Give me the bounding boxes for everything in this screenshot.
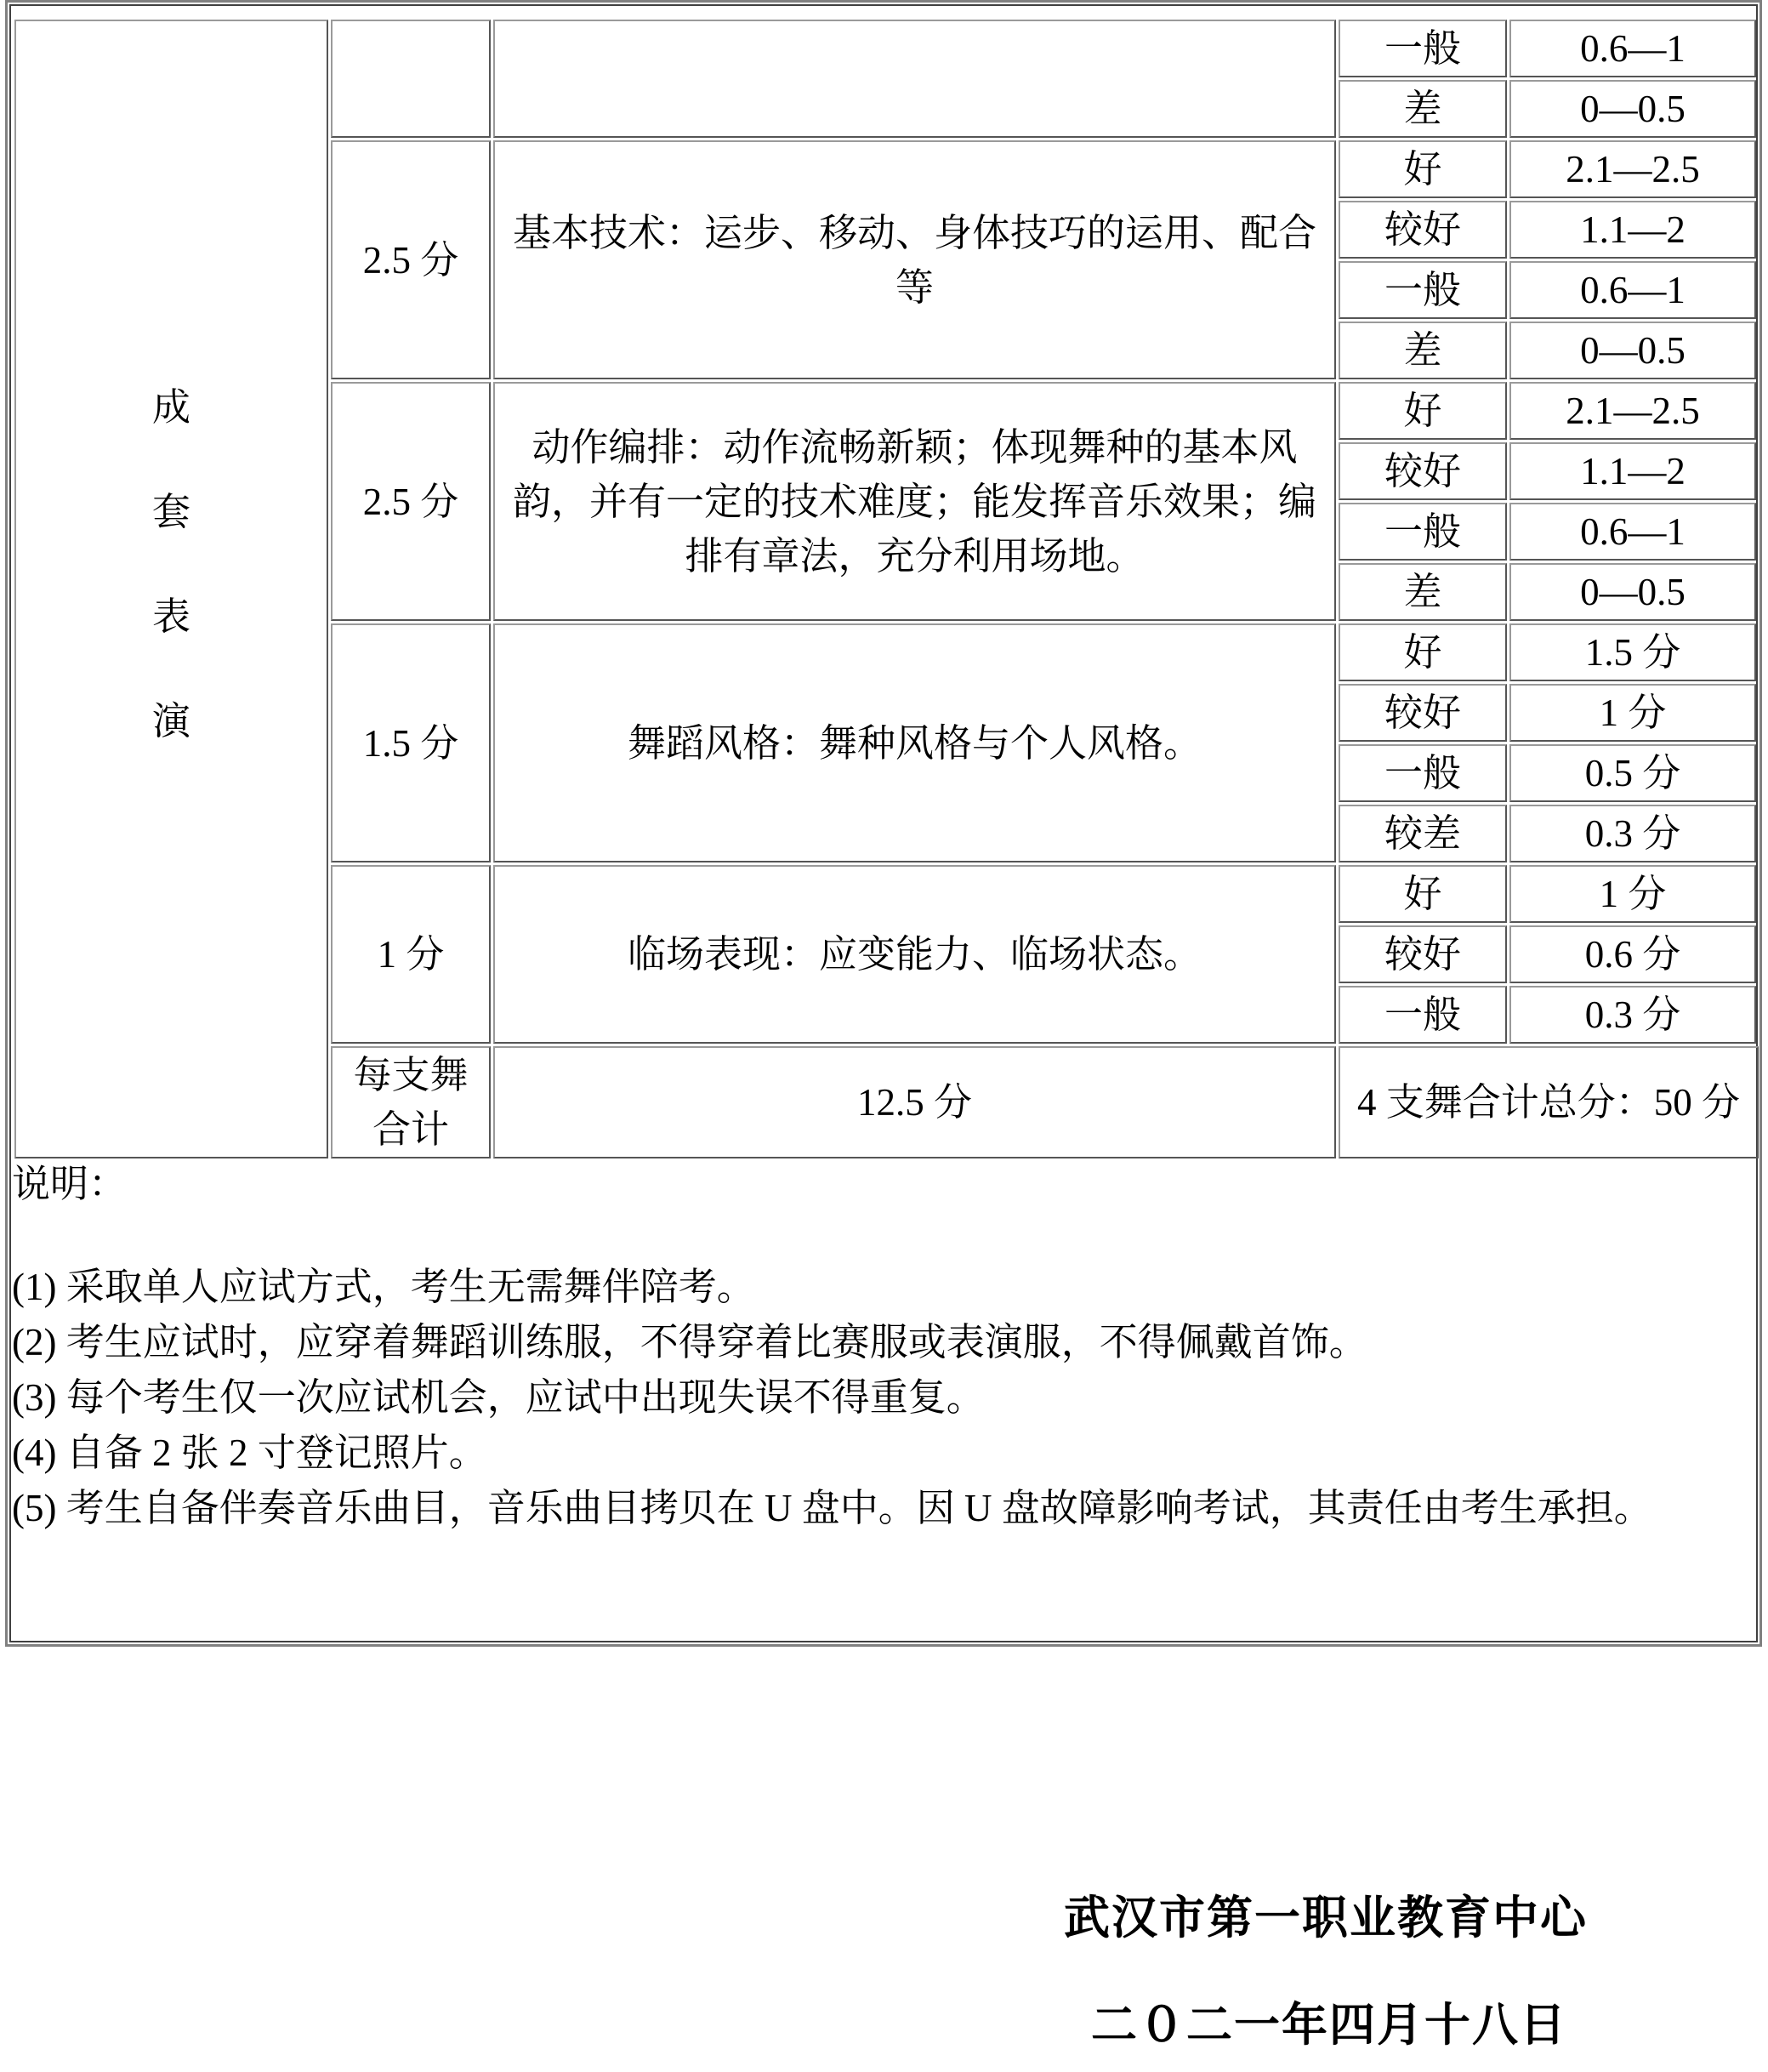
score-cell: 2.1—2.5 [1509,140,1756,198]
description-cell: 舞蹈风格：舞种风格与个人风格。 [493,623,1336,862]
description-cell: 动作编排：动作流畅新颖；体现舞种的基本风韵，并有一定的技术难度；能发挥音乐效果；编排有章法，充分利用场地。 [493,382,1336,621]
score-cell: 0.6—1 [1509,503,1756,561]
score-cell: 2.1—2.5 [1509,382,1756,440]
grade-cell: 较差 [1339,805,1507,862]
points-cell: 1.5 分 [331,623,491,862]
category-char: 成 [151,385,190,429]
grade-cell: 好 [1339,865,1507,923]
score-cell: 0.6—1 [1509,20,1756,77]
score-cell: 0—0.5 [1509,563,1756,621]
points-cell: 2.5 分 [331,140,491,379]
grade-cell: 差 [1339,80,1507,138]
score-cell: 0.5 分 [1509,744,1756,802]
category-char: 表 [151,595,190,638]
score-cell: 1 分 [1509,684,1756,742]
grade-cell: 较好 [1339,684,1507,742]
grade-cell: 较好 [1339,925,1507,983]
grade-cell: 好 [1339,382,1507,440]
grade-cell: 一般 [1339,986,1507,1044]
description-cell: 临场表现：应变能力、临场状态。 [493,865,1336,1044]
points-cell [331,20,491,138]
total-points: 12.5 分 [493,1046,1336,1158]
category-char: 演 [151,699,190,743]
signature-block [1064,1888,1588,2055]
score-cell: 1.1—2 [1509,442,1756,500]
grade-cell: 差 [1339,322,1507,379]
score-cell: 0.6—1 [1509,261,1756,319]
category-char: 套 [151,490,190,533]
note-item: (4) 自备 2 张 2 寸登记照片。 [12,1432,487,1474]
grade-cell: 一般 [1339,503,1507,561]
scoring-table [12,17,1761,1161]
score-cell: 0.3 分 [1509,805,1756,862]
grade-cell: 较好 [1339,201,1507,259]
note-item: (2) 考生应试时，应穿着舞蹈训练服，不得穿着比赛服或表演服，不得佩戴首饰。 [12,1321,1367,1363]
notes-section [12,1157,1747,1536]
points-cell: 2.5 分 [331,382,491,621]
score-cell: 1.1—2 [1509,201,1756,259]
note-item: (1) 采取单人应试方式，考生无需舞伴陪考。 [12,1266,755,1308]
grade-cell: 一般 [1339,20,1507,77]
grade-cell: 好 [1339,140,1507,198]
description-cell [493,20,1336,138]
points-cell: 1 分 [331,865,491,1044]
score-cell: 0.3 分 [1509,986,1756,1044]
signature-date: 二０二一年四月十八日 [1091,1998,1567,2052]
grade-cell: 差 [1339,563,1507,621]
category-cell [14,20,328,1158]
score-cell: 0.6 分 [1509,925,1756,983]
score-cell: 0—0.5 [1509,80,1756,138]
grade-cell: 一般 [1339,744,1507,802]
grade-cell: 好 [1339,623,1507,681]
score-cell: 1.5 分 [1509,623,1756,681]
overall-total: 4 支舞合计总分：50 分 [1339,1046,1759,1158]
score-cell: 0—0.5 [1509,322,1756,379]
note-item: (3) 每个考生仅一次应试机会，应试中出现失误不得重复。 [12,1376,985,1419]
notes-heading: 说明： [12,1163,128,1205]
note-item: (5) 考生自备伴奏音乐曲目，音乐曲目拷贝在 U 盘中。因 U 盘故障影响考试，其责任由考生承担。 [12,1487,1652,1529]
description-cell: 基本技术：运步、移动、身体技巧的运用、配合等 [493,140,1336,379]
grade-cell: 较好 [1339,442,1507,500]
score-cell: 1 分 [1509,865,1756,923]
total-label: 每支舞合计 [331,1046,491,1158]
organization-name: 武汉市第一职业教育中心 [1064,1891,1588,1944]
grade-cell: 一般 [1339,261,1507,319]
